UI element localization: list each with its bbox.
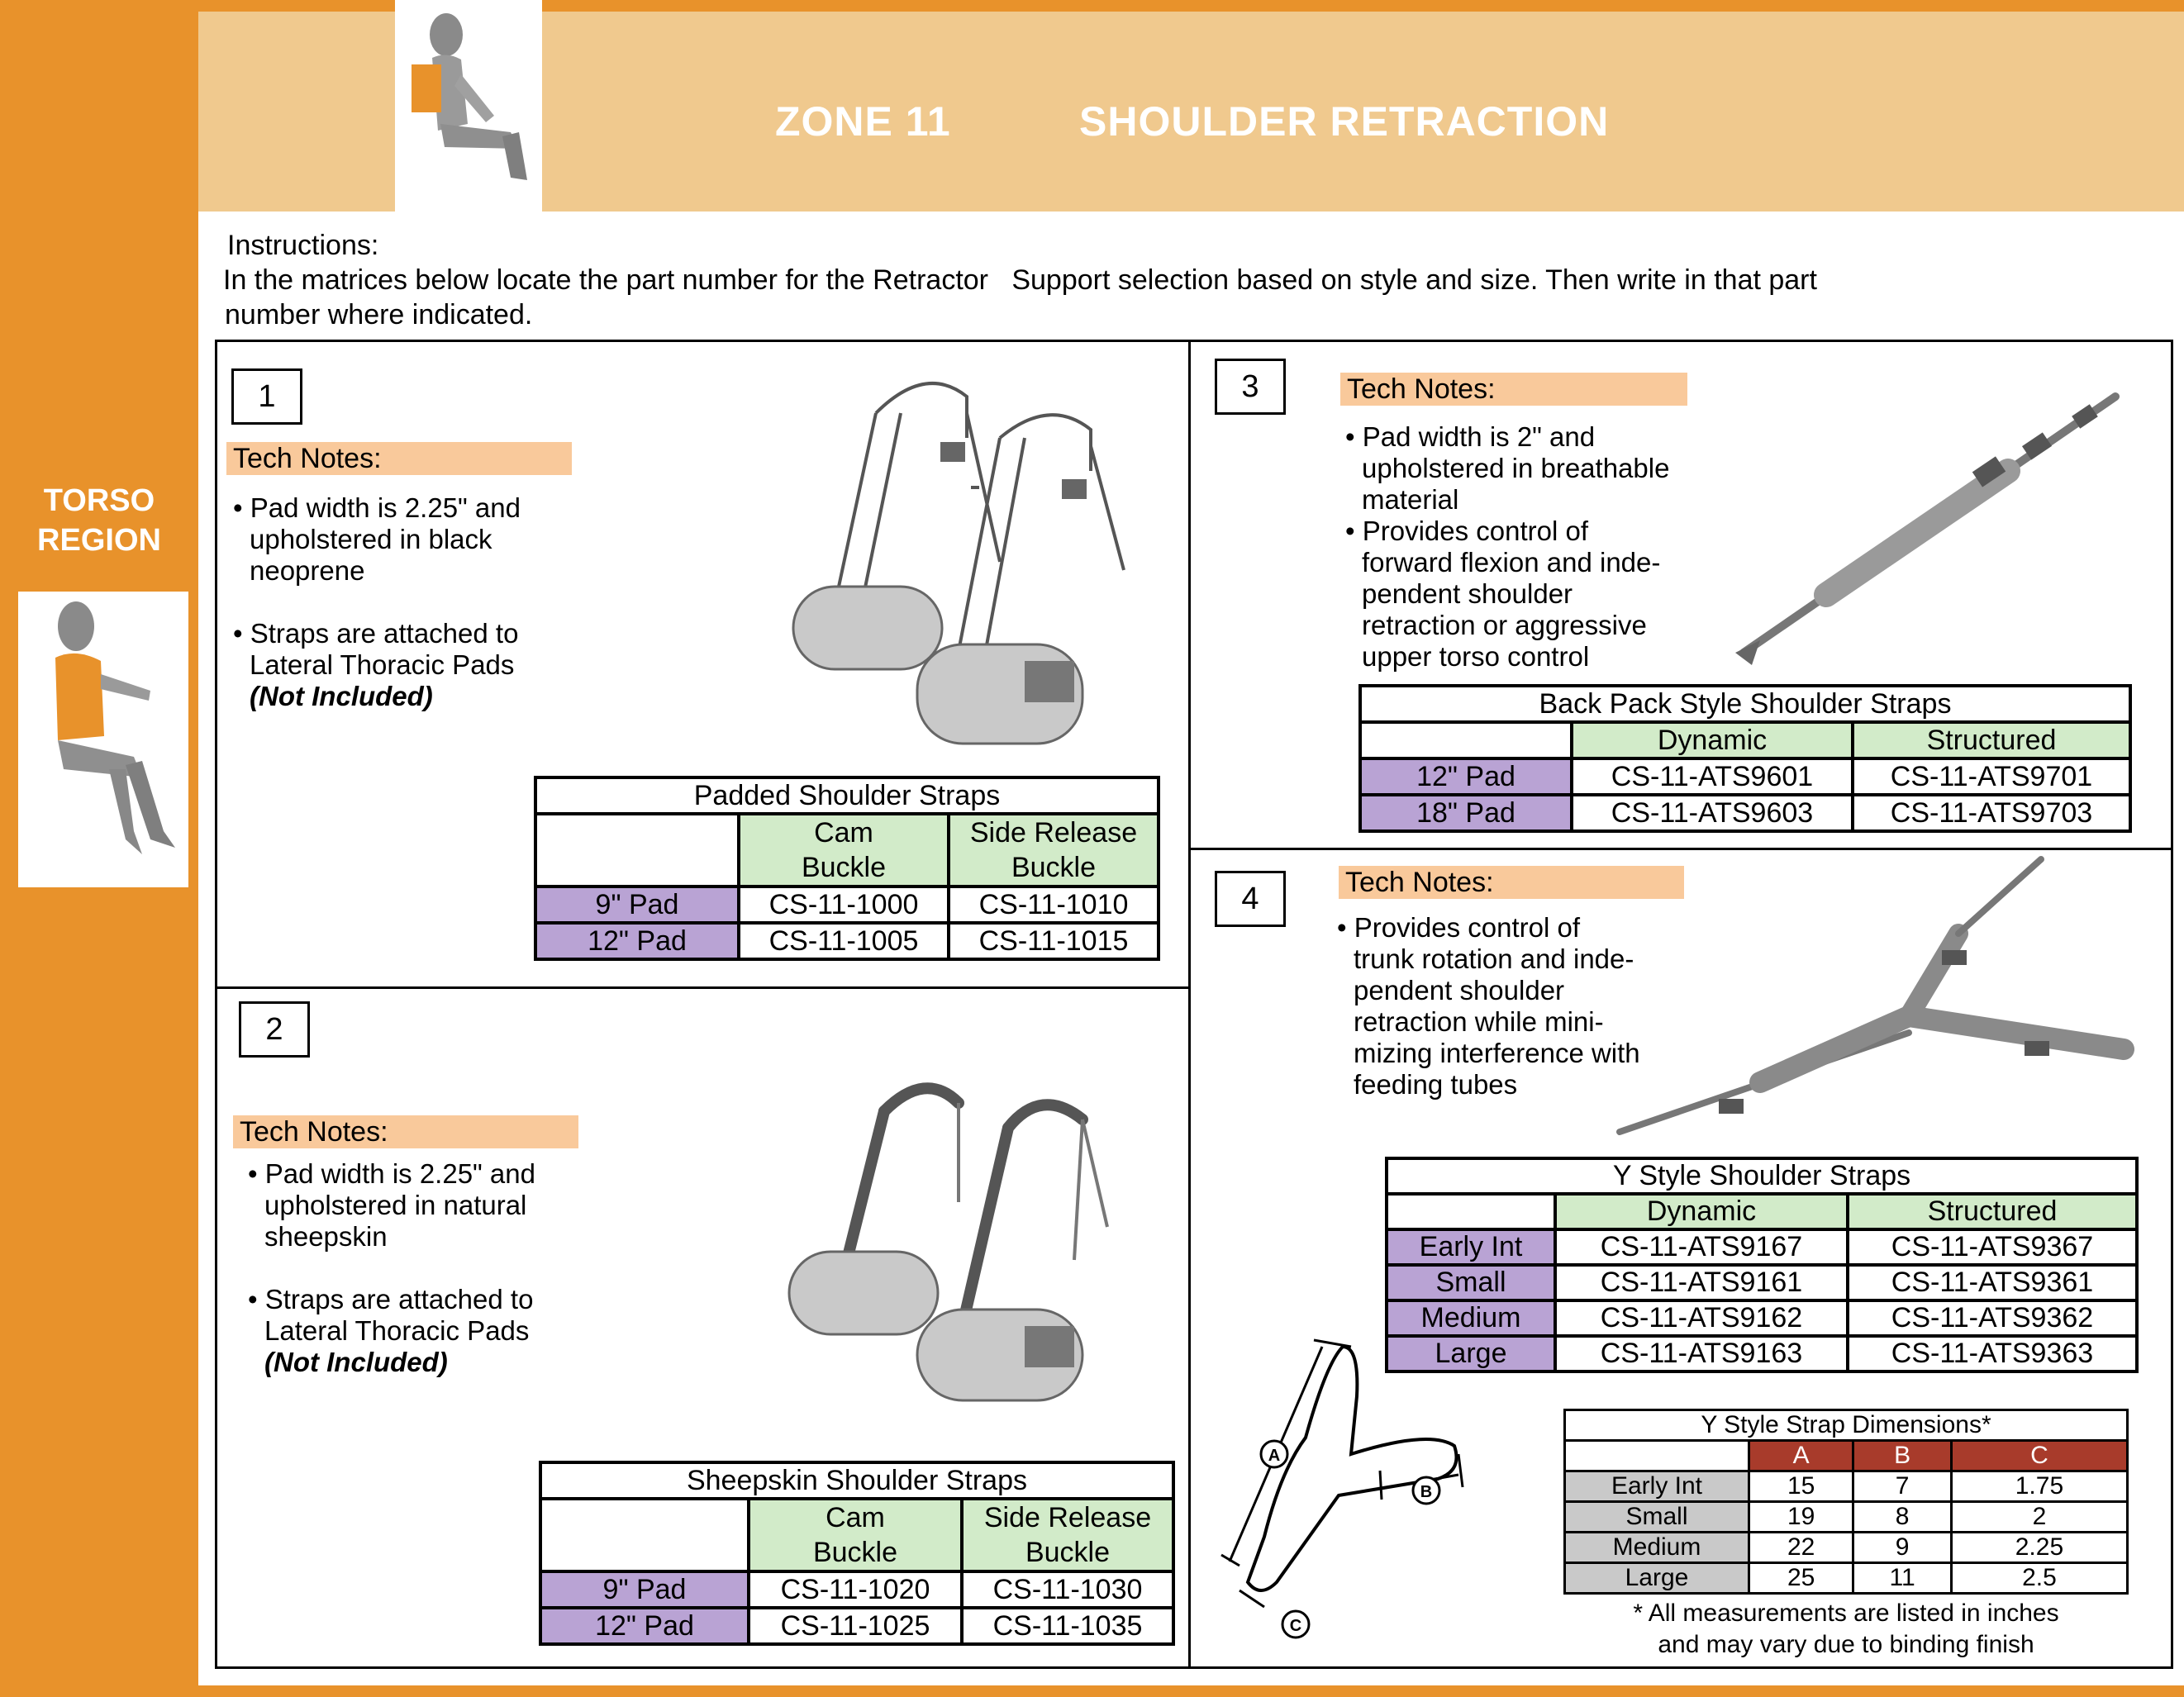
part-number: CS-11-ATS9601	[1572, 758, 1853, 795]
dim-value: 2	[1951, 1502, 2127, 1533]
panel-2-number: 2	[239, 1001, 310, 1058]
note-line: Lateral Thoracic Pads	[250, 649, 515, 680]
sidebar-figure	[18, 592, 188, 887]
part-number: CS-11-1005	[739, 923, 949, 959]
y-style-straps-image	[1595, 851, 2140, 1157]
row-label: 12" Pad	[1360, 758, 1572, 795]
dim-value: 11	[1853, 1563, 1952, 1594]
panel-2-notes	[248, 1158, 535, 1378]
region-label	[0, 481, 198, 560]
col-header-b: B	[1853, 1441, 1952, 1471]
note-line: upholstered in black	[250, 524, 492, 554]
note-line: pendent shoulder	[1354, 975, 1565, 1005]
y-strap-outline	[1248, 1347, 1457, 1590]
y-strap-dimensions-table	[1563, 1409, 2129, 1595]
part-number: CS-11-ATS9701	[1853, 758, 2130, 795]
note-line: • Straps are attached to	[248, 1284, 534, 1314]
table-row	[1387, 1265, 2137, 1300]
part-number: CS-11-1030	[962, 1571, 1173, 1608]
row-label: Small	[1387, 1265, 1555, 1300]
y-strap-dimension-diagram	[1215, 1330, 1487, 1644]
note-line: feeding tubes	[1354, 1069, 1518, 1100]
row-label: Large	[1565, 1563, 1749, 1594]
back-pack-straps-table	[1358, 684, 2132, 833]
part-number: CS-11-1020	[749, 1571, 962, 1608]
note-line: pendent shoulder	[1362, 578, 1573, 609]
panel-3-notes	[1345, 421, 1669, 673]
row-label: Medium	[1387, 1300, 1555, 1336]
dimensions-footnote	[1563, 1598, 2129, 1661]
diagram-label-a: A	[1268, 1447, 1281, 1465]
padded-straps-table	[534, 776, 1160, 961]
part-number: CS-11-1000	[739, 887, 949, 923]
dim-value: 9	[1853, 1533, 1952, 1563]
table-row	[1565, 1533, 2128, 1563]
part-number: CS-11-ATS9703	[1853, 795, 2130, 831]
note-line: sheepskin	[264, 1221, 388, 1252]
dim-value: 8	[1853, 1502, 1952, 1533]
row-label: 9" Pad	[535, 887, 739, 923]
part-number: CS-11-ATS9167	[1555, 1229, 1848, 1265]
note-line: • Pad width is 2" and	[1345, 421, 1596, 452]
table-title: Y Style Strap Dimensions*	[1565, 1410, 2128, 1441]
part-number: CS-11-1025	[749, 1608, 962, 1644]
instructions-line1: In the matrices below locate the part number for the Retractor Support selection based on style and size. Then write in that part	[223, 264, 1817, 296]
col-header-structured: Structured	[1853, 722, 2130, 758]
note-line: upholstered in breathable	[1362, 453, 1670, 483]
col-header-dynamic: Dynamic	[1555, 1194, 1848, 1229]
panel-4-number: 4	[1215, 871, 1286, 927]
panel-2-tech-notes-label: Tech Notes:	[233, 1115, 578, 1148]
part-number: CS-11-1015	[949, 923, 1159, 959]
zone-label: ZONE 11	[775, 98, 951, 145]
dim-value: 22	[1749, 1533, 1853, 1563]
col-header-side-release: Side Release Buckle	[962, 1499, 1173, 1571]
dim-value: 25	[1749, 1563, 1853, 1594]
bottom-border	[198, 1685, 2184, 1697]
col-header-cam-buckle: Cam Buckle	[749, 1499, 962, 1571]
footnote-line: * All measurements are listed in inches	[1633, 1600, 2059, 1627]
note-line: neoprene	[250, 555, 365, 586]
row-label: Large	[1387, 1336, 1555, 1371]
table-row	[1360, 758, 2130, 795]
panel-3-tech-notes-label: Tech Notes:	[1340, 373, 1687, 406]
row-label: 12" Pad	[535, 923, 739, 959]
panel-4-tech-notes-label: Tech Notes:	[1339, 866, 1684, 899]
table-row	[1360, 795, 2130, 831]
dim-value: 15	[1749, 1471, 1853, 1502]
row-label: Early Int	[1387, 1229, 1555, 1265]
note-line: • Straps are attached to	[233, 618, 519, 649]
part-number: CS-11-1035	[962, 1608, 1173, 1644]
back-pack-straps-image	[1727, 380, 2140, 669]
row-label: 18" Pad	[1360, 795, 1572, 831]
part-number: CS-11-ATS9362	[1848, 1300, 2137, 1336]
table-row	[540, 1571, 1173, 1608]
footnote-line: and may vary due to binding finish	[1658, 1631, 2034, 1658]
table-title: Y Style Shoulder Straps	[1387, 1158, 2137, 1194]
panel-1-number: 1	[231, 368, 302, 425]
panel-1-notes	[233, 492, 521, 712]
part-number: CS-11-ATS9367	[1848, 1229, 2137, 1265]
sheepskin-shoulder-straps-image	[777, 1062, 1140, 1425]
dim-value: 1.75	[1951, 1471, 2127, 1502]
note-line: mizing interference with	[1354, 1038, 1640, 1068]
page-title: SHOULDER RETRACTION	[1079, 98, 1610, 145]
note-line: retraction or aggressive	[1362, 610, 1647, 640]
region-label-line1: TORSO	[43, 483, 155, 518]
panel-3-number: 3	[1215, 359, 1286, 415]
seated-figure-icon	[395, 0, 542, 212]
diagram-label-c: C	[1289, 1617, 1302, 1635]
instructions-line2: number where indicated.	[225, 299, 533, 330]
table-title: Sheepskin Shoulder Straps	[540, 1462, 1173, 1499]
row-label: Small	[1565, 1502, 1749, 1533]
table-row	[1565, 1471, 2128, 1502]
part-number: CS-11-ATS9603	[1572, 795, 1853, 831]
part-number: CS-11-ATS9162	[1555, 1300, 1848, 1336]
part-number: CS-11-ATS9361	[1848, 1265, 2137, 1300]
region-label-line2: REGION	[37, 523, 161, 558]
row-label: Medium	[1565, 1533, 1749, 1563]
note-line: trunk rotation and inde-	[1354, 944, 1634, 974]
sheepskin-straps-table	[539, 1461, 1175, 1646]
note-line-emphasis: (Not Included)	[264, 1347, 448, 1377]
part-number: CS-11-ATS9163	[1555, 1336, 1848, 1371]
note-line: forward flexion and inde-	[1362, 547, 1661, 578]
note-line: • Pad width is 2.25" and	[248, 1158, 535, 1189]
table-row	[540, 1608, 1173, 1644]
note-line: material	[1362, 484, 1459, 515]
note-line: Lateral Thoracic Pads	[264, 1315, 530, 1346]
row-label: 12" Pad	[540, 1608, 749, 1644]
table-title: Padded Shoulder Straps	[535, 777, 1159, 814]
table-row	[1387, 1229, 2137, 1265]
seated-figure-torso-icon	[18, 592, 188, 887]
table-row	[535, 923, 1159, 959]
note-line: • Pad width is 2.25" and	[233, 492, 521, 523]
col-header-a: A	[1749, 1441, 1853, 1471]
note-line: • Provides control of	[1345, 516, 1589, 546]
note-line: • Provides control of	[1337, 912, 1581, 943]
diagram-label-b: B	[1420, 1483, 1433, 1501]
row-label: 9" Pad	[540, 1571, 749, 1608]
col-header-c: C	[1951, 1441, 2127, 1471]
row-label: Early Int	[1565, 1471, 1749, 1502]
table-row	[1387, 1300, 2137, 1336]
note-line: upholstered in natural	[264, 1190, 527, 1220]
table-row	[535, 887, 1159, 923]
table-title: Back Pack Style Shoulder Straps	[1360, 686, 2130, 722]
col-header-side-release: Side Release Buckle	[949, 814, 1159, 887]
col-header-structured: Structured	[1848, 1194, 2137, 1229]
dim-value: 19	[1749, 1502, 1853, 1533]
table-row	[1387, 1336, 2137, 1371]
dim-value: 2.25	[1951, 1533, 2127, 1563]
note-line-emphasis: (Not Included)	[250, 681, 433, 711]
padded-shoulder-straps-image	[777, 364, 1140, 760]
part-number: CS-11-1010	[949, 887, 1159, 923]
y-style-straps-table	[1385, 1157, 2139, 1373]
col-header-dynamic: Dynamic	[1572, 722, 1853, 758]
dim-value: 7	[1853, 1471, 1952, 1502]
dim-value: 2.5	[1951, 1563, 2127, 1594]
col-header-cam-buckle: Cam Buckle	[739, 814, 949, 887]
panel-1-tech-notes-label: Tech Notes:	[226, 442, 572, 475]
part-number: CS-11-ATS9161	[1555, 1265, 1848, 1300]
table-row	[1565, 1502, 2128, 1533]
part-number: CS-11-ATS9363	[1848, 1336, 2137, 1371]
note-line: retraction while mini-	[1354, 1006, 1604, 1037]
note-line: upper torso control	[1362, 641, 1590, 672]
header-seated-figure	[395, 0, 542, 212]
table-row	[1565, 1563, 2128, 1594]
instructions-heading: Instructions:	[227, 230, 379, 261]
